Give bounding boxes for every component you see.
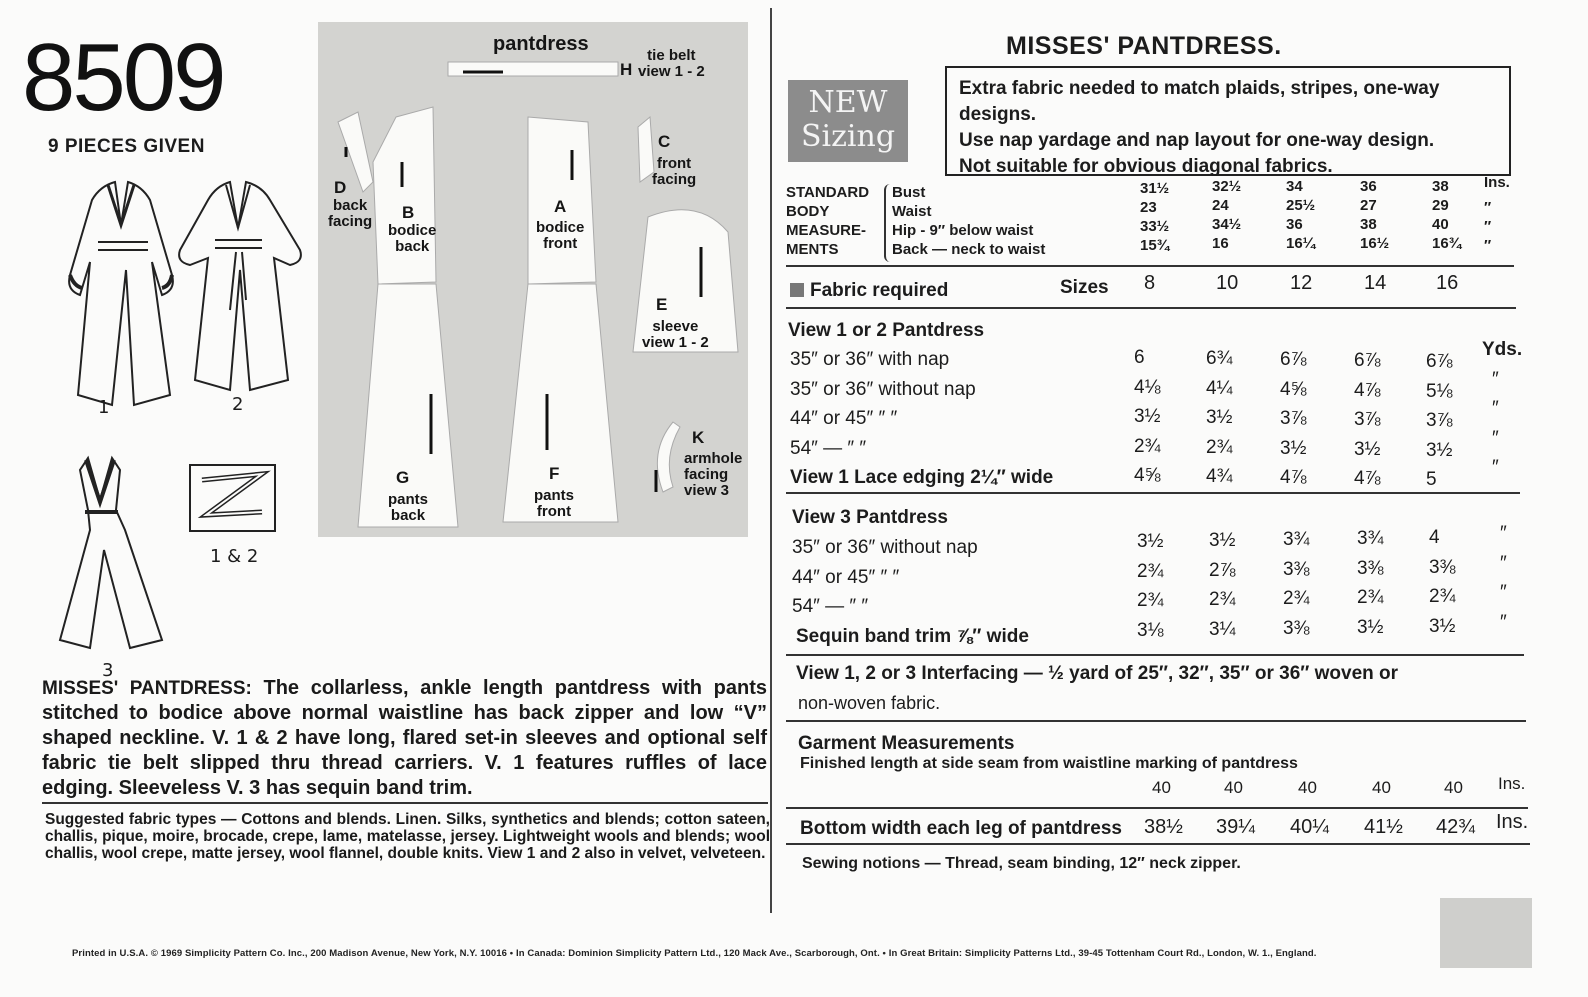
measurement-value: 16½ (1360, 235, 1390, 252)
yardage-value: 6⅞ (1280, 349, 1307, 370)
footer-imprint: Printed in U.S.A. © 1969 Simplicity Pattern Co. Inc., 200 Madison Avenue, New York, N.Y. 10016 • In Canada: Dominion Simplicity Pattern Ltd., 120 Mack Ave., Scarborough, Ont. • In Great Britain: Simplicity Patterns Ltd., 39-45 Tottenham Court Rd., London, W. 1., England. (72, 948, 1317, 959)
measurement-unit: ″ (1484, 218, 1492, 235)
yardage-value: 4⅝ (1280, 378, 1307, 400)
yardage-value: 3⅜ (1283, 617, 1310, 639)
measurement-row-label: Waist (892, 203, 932, 220)
yardage-value: 4⅝ (1134, 465, 1161, 486)
divider (786, 492, 1520, 494)
finished-length-value: 40 (1444, 778, 1463, 797)
pattern-pieces-diagram (318, 22, 748, 537)
yardage-value: 3½ (1206, 407, 1233, 428)
yardage-value: 4⅞ (1354, 379, 1381, 401)
bottom-width-value: 40¼ (1290, 816, 1329, 838)
yardage-row-label: 35″ or 36″ without nap (792, 537, 978, 558)
body-label-line: STANDARD (786, 184, 870, 201)
yardage-value: 3¾ (1283, 529, 1310, 550)
piece-b-letter: B (402, 203, 415, 222)
yardage-unit: ″ (1500, 582, 1507, 603)
yardage-value: 4¾ (1206, 466, 1233, 487)
yardage-value: 3⅞ (1426, 410, 1453, 431)
yardage-value: 6 (1134, 347, 1145, 368)
yardage-row-label: 54″ — ″ ″ (792, 596, 869, 617)
suggested-body: — Cottons and blends. Linen. Silks, synthetics and blends; cotton sateen, challis, pique, moire, brocade, crepe, lame, matelasse, jersey. Lightweight wools and blends; wool challis, wool crepe, matte jersey, wool flannel, double knits. View 1 and 2 also in velvet, velveteen. (45, 811, 770, 862)
yardage-value: 2⅞ (1209, 559, 1236, 581)
description-body: The collarless, ankle length pantdress with pants stitched to bodice above normal waistline has back zipper and low “V” shaped neckline. V. 1 & 2 have long, flared set-in sleeves and optional self fabric tie belt slipped thru thread carriers. V. 1 features ruffles of lace edging. Sleeveless V. 3 has sequin band trim. (42, 677, 767, 799)
yardage-row-label: 44″ or 45″ ″ ″ (792, 566, 900, 588)
bottom-width-value: 42¾ (1436, 816, 1475, 838)
piece-d-label: back facing (328, 197, 373, 230)
divider (786, 654, 1524, 656)
piece-g-letter: G (396, 468, 410, 487)
yardage-value: 6¾ (1206, 348, 1233, 369)
yardage-value: 2¾ (1137, 590, 1164, 611)
piece-e-label: sleeve view 1 - 2 (642, 318, 709, 351)
piece-k-letter: K (692, 428, 705, 447)
body-label-line: MEASURE- (786, 222, 867, 239)
measurement-value: 36 (1360, 178, 1377, 195)
yardage-row-label: 44″ or 45″ ″ ″ (790, 408, 898, 429)
pieces-given-label: 9 PIECES GIVEN (48, 136, 205, 157)
view-3-heading: View 3 Pantdress (792, 507, 948, 528)
measurement-value: 33½ (1140, 218, 1170, 235)
garment-measurements-heading: Garment Measurements (798, 733, 1015, 754)
piece-e-letter: E (656, 295, 668, 314)
description-lead: MISSES' PANTDRESS: (42, 678, 252, 699)
yardage-unit: ″ (1492, 398, 1499, 419)
measurement-value: 32½ (1212, 178, 1242, 195)
size-value: 10 (1216, 272, 1239, 294)
measurement-value: 16¾ (1432, 235, 1462, 252)
piece-a-letter: A (554, 197, 567, 216)
piece-k-label: armhole facing view 3 (684, 450, 743, 499)
measurement-value: 15¾ (1140, 237, 1170, 254)
yardage-value: 2¾ (1209, 589, 1236, 610)
yardage-unit: ″ (1500, 523, 1507, 544)
suggested-fabrics (45, 811, 770, 862)
measurement-unit: Ins. (1484, 174, 1510, 191)
bottom-width-value: 41½ (1364, 816, 1403, 838)
notice-line: Extra fabric needed to match plaids, stripes, one-way designs. (959, 78, 1440, 125)
measurement-value: 25½ (1286, 197, 1316, 214)
size-value: 14 (1364, 272, 1387, 294)
measurement-value: 38 (1360, 216, 1377, 233)
divider (786, 843, 1530, 845)
notice-line: Use nap yardage and nap layout for one-way design. (959, 130, 1435, 151)
fabric-required-label: Fabric required (810, 280, 949, 301)
tie-belt-piece (448, 62, 618, 76)
yardage-value: 3⅞ (1354, 409, 1381, 430)
yardage-value: 4¼ (1206, 377, 1233, 399)
interfacing-line-2: non-woven fabric. (798, 693, 941, 713)
yardage-value: 3½ (1137, 531, 1164, 552)
measurement-value: 34½ (1212, 216, 1242, 233)
measurement-value: 23 (1140, 199, 1157, 216)
body-label-line: BODY (786, 203, 830, 220)
finished-length-label: Finished length at side seam from waistline marking of pantdress (800, 755, 1298, 772)
measurement-row-label: Hip - 9″ below waist (892, 222, 1034, 239)
view-2-illustration (179, 182, 301, 390)
yardage-value: 3⅜ (1283, 558, 1310, 580)
new-sizing-line-2: Sizing (800, 119, 896, 154)
yardage-value: 4⅞ (1354, 468, 1381, 489)
diagram-title: pantdress (493, 33, 589, 55)
view-2-label: 2 (232, 394, 244, 415)
corner-tear (1440, 898, 1532, 968)
piece-h-label: tie belt view 1 - 2 (638, 47, 705, 80)
view-1-label: 1 (98, 397, 110, 418)
yardage-value: 4⅛ (1134, 376, 1161, 398)
notice-line: Not suitable for obvious diagonal fabrics. (959, 156, 1333, 177)
tie-belt-illustration (190, 465, 275, 531)
view-1-illustration (69, 182, 173, 405)
yardage-unit: ″ (1492, 368, 1499, 390)
measurement-row-label: Back — neck to waist (892, 241, 1046, 258)
measurement-row-label: Bust (892, 184, 926, 201)
piece-b-label: bodice back (388, 222, 437, 255)
size-value: 12 (1290, 272, 1313, 294)
finished-length-value: 40 (1224, 778, 1243, 797)
yardage-value: 3⅜ (1429, 556, 1456, 578)
yardage-value: 2¾ (1283, 588, 1310, 609)
measurement-value: 16¼ (1286, 235, 1316, 252)
right-title: MISSES' PANTDRESS. (1006, 32, 1282, 60)
yardage-row-label: View 1 Lace edging 2¼″ wide (790, 467, 1054, 488)
divider (786, 265, 1514, 267)
view-3-label: 3 (102, 660, 114, 681)
measurement-value: 40 (1432, 216, 1449, 233)
armhole-facing-piece (657, 422, 680, 492)
yardage-value: 6⅞ (1426, 351, 1453, 372)
yardage-value: 3½ (1357, 616, 1384, 638)
divider (786, 307, 1516, 309)
yardage-value: 3½ (1354, 438, 1381, 460)
sizes-label: Sizes (1060, 277, 1109, 298)
yardage-value: 6⅞ (1354, 350, 1381, 371)
piece-h-letter: H (620, 60, 633, 79)
yardage-value: 3½ (1426, 439, 1453, 461)
bottom-width-label: Bottom width each leg of pantdress (800, 818, 1122, 839)
measurement-value: 38 (1432, 178, 1449, 195)
pattern-description (42, 676, 767, 801)
yardage-value: 3½ (1209, 530, 1236, 551)
brace (884, 184, 892, 262)
yardage-unit: ″ (1492, 457, 1499, 478)
new-sizing-line-1: NEW (808, 85, 888, 120)
yardage-value: 3¼ (1209, 618, 1236, 640)
pattern-number: 8509 (22, 24, 224, 131)
measurement-value: 27 (1360, 197, 1377, 214)
view-1-2-heading: View 1 or 2 Pantdress (788, 320, 985, 341)
yardage-value: 3½ (1134, 406, 1161, 427)
sewing-notions: Sewing notions — Thread, seam binding, 12″ neck zipper. (802, 855, 1241, 872)
yardage-value: 2¾ (1206, 436, 1233, 458)
size-value: 16 (1436, 272, 1459, 294)
center-divider (770, 8, 772, 913)
yardage-value: 5 (1426, 469, 1437, 490)
yardage-row-label: 35″ or 36″ without nap (790, 378, 976, 400)
piece-c-label: front facing (652, 155, 697, 188)
yardage-row-label: 35″ or 36″ with nap (790, 349, 950, 370)
new-sizing-badge (788, 80, 908, 162)
bottom-width-value: 38½ (1144, 816, 1183, 838)
yardage-unit: ″ (1492, 427, 1499, 449)
measurement-value: 31½ (1140, 180, 1170, 197)
bottom-width-unit: Ins. (1496, 811, 1529, 833)
divider (786, 807, 1528, 809)
body-label-line: MENTS (786, 241, 839, 258)
belt-views-label: 1 & 2 (210, 546, 259, 567)
divider (42, 802, 768, 804)
bottom-width-value: 39¼ (1216, 816, 1255, 838)
divider (786, 720, 1526, 722)
yardage-value: 3½ (1429, 615, 1456, 637)
finished-length-value: 40 (1372, 778, 1391, 797)
finished-length-unit: Ins. (1498, 774, 1526, 793)
measurement-value: 36 (1286, 216, 1303, 233)
size-value: 8 (1144, 272, 1156, 294)
measurement-value: 29 (1432, 197, 1449, 214)
yardage-value: 3¾ (1357, 528, 1384, 549)
yardage-value: 3½ (1280, 437, 1307, 459)
fabric-notice-box (945, 66, 1511, 176)
measurement-unit: ″ (1484, 237, 1492, 254)
piece-d-letter: D (334, 178, 347, 197)
yardage-value: 4⅞ (1280, 467, 1307, 488)
measurement-value: 24 (1212, 197, 1229, 214)
measurement-value: 16 (1212, 235, 1229, 252)
bodice-back-piece (373, 107, 436, 284)
finished-length-value: 40 (1152, 778, 1171, 797)
yardage-value: 2¾ (1357, 587, 1384, 608)
yardage-unit: ″ (1500, 611, 1507, 633)
yardage-unit: Yds. (1482, 339, 1523, 360)
piece-c-letter: C (658, 132, 671, 151)
fabric-required-square-icon (790, 283, 804, 297)
interfacing-line-1: View 1, 2 or 3 Interfacing — ½ yard of 25″, 32″, 35″ or 36″ woven or (796, 663, 1399, 684)
piece-a-label: bodice front (536, 219, 585, 252)
yardage-value: 2¾ (1134, 435, 1161, 457)
yardage-value: 5⅛ (1426, 380, 1453, 402)
body-measurements-label (786, 183, 869, 259)
finished-length-value: 40 (1298, 778, 1317, 797)
yardage-value: 2¾ (1137, 560, 1164, 582)
yardage-value: 4 (1429, 527, 1440, 548)
measurement-value: 34 (1286, 178, 1303, 195)
yardage-value: 3⅛ (1137, 619, 1164, 641)
yardage-row-label: 54″ — ″ ″ (790, 437, 867, 459)
suggested-lead: Suggested fabric types (45, 811, 217, 828)
yardage-row-label: Sequin band trim ⅞″ wide (796, 625, 1029, 647)
yardage-unit: ″ (1500, 552, 1507, 574)
yardage-value: 3⅜ (1357, 557, 1384, 579)
piece-f-label: pants front (534, 487, 575, 520)
view-3-illustration (60, 458, 162, 648)
piece-f-letter: F (549, 464, 560, 483)
yardage-value: 2¾ (1429, 586, 1456, 607)
yardage-value: 3⅞ (1280, 408, 1307, 429)
view-illustrations (30, 170, 330, 680)
measurement-unit: ″ (1484, 199, 1492, 216)
piece-g-label: pants back (388, 491, 429, 524)
